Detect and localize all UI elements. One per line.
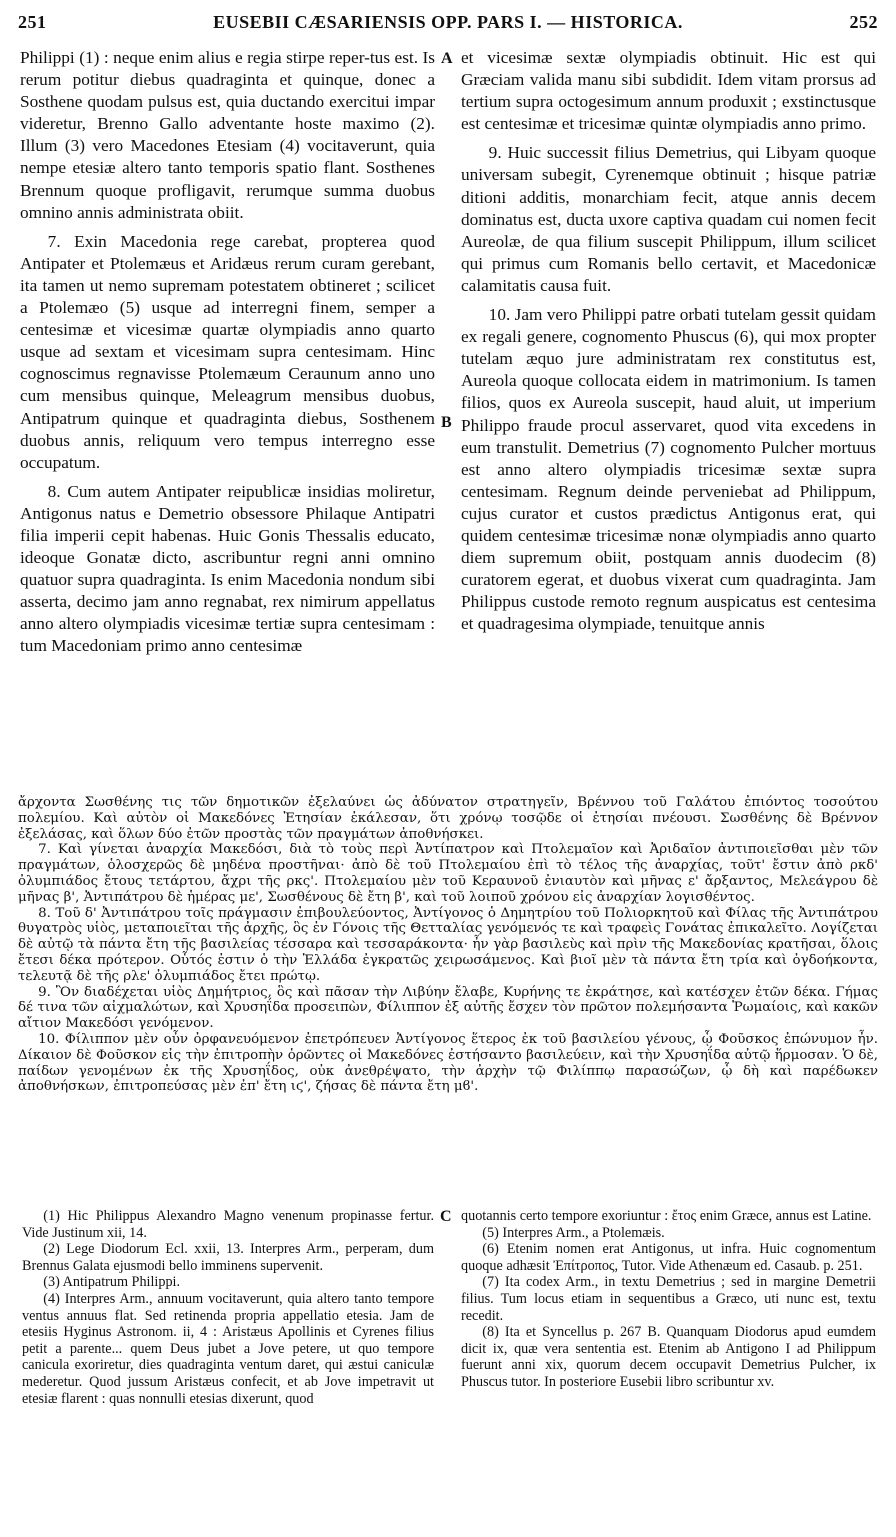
latin-paragraph: 9. Huic successit filius Demetrius, qui Libyam quoque universam subegit, Cyrenemque obtinuit ; hisque patriæ ditioni additis, monarchiam fecit, atque annis decem dominatus est, ducta uxore captiva quadam cui nomen fecit Aureolæ, de qua filium suscepit Philippum, illum scilicet qui primus cum Romanis bello certavit, et Macedonicæ calamitatis causa fuit. — [461, 143, 876, 295]
latin-paragraph: 7. Exin Macedonia rege carebat, propterea quod Antipater et Ptolemæus et Aridæus rerum curam gerebant, ita tamen ut nemo supremam potestatem obtineret ; scilicet a Ptolemæo (5) usque ad interregni finem, semper a centesimæ et vicesimæ quartæ olympiadis anno quarto usque ad sextam et vicesimam supra centesimam. Hinc cognoscimus regnavisse Ptolemæum Ceraunum anno uno cum mensibus quinque, Meleagrum mensibus duobus, Antipatrum quinque et quadraginta diebus, Sosthenem duobus annis, reliquum vero tempus interregno esse occupatum. — [20, 231, 435, 472]
footnote: (1) Hic Philippus Alexandro Magno venenum propinasse fertur. Vide Justinum xii, 14. — [22, 1208, 434, 1241]
latin-paragraph: Philippi (1) : neque enim alius e regia stirpe reper-tus est. Is rerum potitur diebus quadraginta et quinque, donec a Sosthene quodam pulsus est, quia ductando exercitui impar videretur, Brenno Gallo adventante hoste maximo (2). Illum (3) vero Macedones Etesiam (4) vocitaverunt, quia nempe etesiæ altero tanto temporis spatio flant. Sosthenes Brennum quoque profligavit, rerumque summa duobus omnino annis administrata obiit. — [20, 48, 435, 222]
greek-paragraph: 10. Φίλιππον μὲν οὖν ὀρφανευόμενον ἐπετρόπευεν Ἀντίγονος ἕτερος ἐκ τοῦ βασιλείου γένους, ᾧ Φοῦσκος ἐπώνυμον ἦν. Δίκαιον δὲ Φοῦσκον εἰς τὴν ἐπιτροπὴν ὁρῶντες οἱ Μακεδόνες ἐστήσαντο βασιλεύειν, καὶ τὴν Χρυσηΐδα αὐτῷ ἥρμοσαν. Ὁ δὲ, παίδων γενομένων ἐκ τῆς Χρυσηΐδος, οὐκ ἀνεθρέψατο, τὴν ἀρχὴν τῷ Φιλίππῳ παρασώζων, ᾧ δὴ καὶ παρέδωκεν ἀποθνήσκων, ἐπιτροπεύσας μὲν ἐπ' ἔτη ιϛ', ζήσας δὲ πάντα ἔτη μϐ'. — [18, 1031, 878, 1095]
margin-marker-b: B — [441, 414, 452, 431]
footnotes-right — [461, 1208, 876, 1391]
footnote: (4) Interpres Arm., annuum vocitaverunt, quia altero tanto tempore ventus annuus flat. Sed retinenda propria appellatio etesia. Jam de etesiis Hyginus Astronom. ii, 4 : Aristæus Apollinis et Cyrenes filius petit a parente... quem Deus jubet a Jove petere, ut quo tempore canicula exoriretur, dies quadraginta ventum daret, qui æstui caniculæ mederetur. Quod jussum Aristæus confecit, et ab Jove impetravit ut etesiæ flarent : quas nonnulli etesias dixerunt, quod — [22, 1290, 434, 1407]
greek-paragraph: 9. Ὃν διαδέχεται υἱὸς Δημήτριος, ὃς καὶ πᾶσαν τὴν Λιβύην ἔλαβε, Κυρήνης τε ἐκράτησε, καὶ κατέσχεν ἐτῶν δέκα. Γήμας δέ τινα τῶν αἰχμαλώτων, καὶ Χρυσηΐδα προσειπὼν, Φίλιππον ἐξ αὐτῆς ἔσχεν τὸν πρῶτον πολεμήσαντα Ῥωμαίοις, καὶ κακῶν αἴτιον Μακεδόσι γενόμενον. — [18, 984, 878, 1032]
greek-text-block — [18, 795, 878, 1095]
latin-paragraph: 10. Jam vero Philippi patre orbati tutelam gessit quidam ex regali genere, cognomento Phuscus (6), qui mox propter tutelam æquo jure administratam rex constitutus est, Aureola quoque collocata eidem in matrimonium. Is tamen filios, quos ex Aureola suscepit, haud aluit, ut imperium Philippo fraude procul asservaret, quod vita excedens in eum transtulit. Demetrius (7) cognomento Pulcher mortuus est anno altero olympiadis tricesimæ sextæ supra centesimam. Regnum deinde perveniebat ad Philippum, cujus curator et custos prædictus Antigonus erat, qui quidem centesimæ tricesimæ nonæ olympiadis anno quarto diem supremum obiit, postquam annis duodecim (8) curatorem egerat, et duobus vixerat cum quadraginta. Jam Philippus custode remoto regnum auspicatus est centesima et quadragesima olympiade, tenuitque annis — [461, 305, 876, 634]
footnote: (8) Ita et Syncellus p. 267 B. Quanquam Diodorus apud eumdem dicit ix, quæ vera sententia est. Etenim ab Antigono I ad Philippum fuerunt anni xix, quorum decem occupavit Demetrius Pulcher, ix Phuscus tutor. In posteriore Eusebii libro scribuntur xv. — [461, 1324, 876, 1390]
margin-marker-c: C — [440, 1208, 452, 1225]
latin-column-right — [461, 47, 876, 635]
margin-marker-a: A — [441, 50, 453, 67]
greek-paragraph: ἄρχοντα Σωσθένης τις τῶν δημοτικῶν ἐξελαύνει ὡς ἀδύνατον στρατηγεῖν, Βρέννου τοῦ Γαλάτου ἐπιόντος τοσούτου πολεμίου. Καὶ αὐτὸν οἱ Μακεδόνες Ἐτησίαν ἐκάλεσαν, ὅτι χρόνῳ τοσῷδε οἱ ἐτησίαι πνέουσι. Σωσθένης δὲ Βρέννον ἐξελάσας, καὶ ὅλων δύο ἐτῶν προστὰς τῶν πραγμάτων ἀποθνήσκει. — [18, 795, 878, 842]
footnote: (3) Antipatrum Philippi. — [43, 1274, 181, 1291]
footnotes-left — [22, 1208, 434, 1407]
footnote: quotannis certo tempore exoriuntur : ἔτος enim Græce, annus est Latine. — [461, 1208, 872, 1224]
page-header — [18, 12, 878, 40]
latin-column-left — [20, 47, 435, 658]
footnote: (2) Lege Diodorum Ecl. xxii, 13. Interpres Arm., perperam, dum Brennus Galata ejusmodi bello imminens supervenit. — [22, 1241, 434, 1274]
page-number-right: 252 — [849, 12, 878, 32]
greek-paragraph: 7. Καὶ γίνεται ἀναρχία Μακεδόσι, διὰ τὸ τοὺς περὶ Ἀντίπατρον καὶ Πτολεμαῖον καὶ Ἀριδαῖον ἀντιποιεῖσθαι μὲν τῶν πραγμάτων, ὁλοσχερῶς δὲ μηδένα προστῆναι· ἀπὸ δὲ τοῦ Πτολεμαίου ἐπὶ τὸ τέλος τῆς ἀναρχίας, τοῦτ' ἔστιν ἀπὸ ρκδ' ὀλυμπιάδος ἔτους τετάρτου, ἄχρι τῆς ρκς'. Πτολεμαίου μὲν τοῦ Κεραυνοῦ ἐνιαυτὸν καὶ μῆνας ε' ἄρξαντος, Μελεάγρου δὲ μῆνας β', Ἀντιπάτρου δὲ ἡμέρας με', Σωσθένους δὲ ἔτη β', καὶ τοῦ λοιποῦ χρόνου εἰς ἀναρχίαν λογισθέντος. — [18, 842, 878, 905]
page-number-left: 251 — [18, 12, 47, 32]
footnote: (6) Etenim nomen erat Antigonus, ut infra. Huic cognomentum quoque adhæsit Ἐπίτροπος, Tutor. Vide Athenæum ed. Casaub. p. 251. — [461, 1241, 876, 1274]
footnote: (7) Ita codex Arm., in textu Demetrius ; sed in margine Demetrii filius. Tum locus etiam in sequentibus a Græco, uti nunc est, textu recedit. — [461, 1274, 876, 1324]
greek-paragraph: 8. Τοῦ δ' Ἀντιπάτρου τοῖς πράγμασιν ἐπιβουλεύοντος, Ἀντίγονος ὁ Δημητρίου τοῦ Πολιορκητοῦ καὶ Φίλας τῆς Ἀντιπάτρου θυγατρὸς υἱὸς, μεταποιεῖται τῆς ἀρχῆς, ὃς ἐν Γόνοις τῆς Θετταλίας γενόμενός τε καὶ τραφεὶς Γονάτας ἐπικαλεῖτο. Λογίζεται δὲ αὐτῷ τὰ πάντα ἔτη τῆς βασιλείας τέσσαρα καὶ τεσσαράκοντα· ἦν γὰρ βασιλεὺς καὶ πρὶν τῆς Μακεδονίας κρατῆσαι, ὅλοις ἔτεσι δέκα πρότερον. Οὗτός ἐστιν ὁ τὴν Ἑλλάδα ἐγκρατῶς χειρωσάμενος. Καὶ βιοῖ μὲν τὰ πάντα ἔτη τρία καὶ ὀγδοήκοντα, τελευτᾷ δὲ τῆς ρλε' ὀλυμπιάδος ἔτει πρώτῳ. — [18, 905, 878, 984]
running-title: EUSEBII CÆSARIENSIS OPP. PARS I. — HISTORICA. — [213, 12, 683, 32]
footnote: (5) Interpres Arm., a Ptolemæis. — [482, 1224, 665, 1241]
latin-paragraph: et vicesimæ sextæ olympiadis obtinuit. Hic est qui Græciam valida manu sibi subdidit. Idem vitam prorsus ad tertium supra octogesimum annum produxit ; exstinctusque est centesimæ et tricesimæ quintæ olympiadis anno primo. — [461, 48, 876, 134]
latin-paragraph: 8. Cum autem Antipater reipublicæ insidias moliretur, Antigonus natus e Demetrio obsessore Philaque Antipatri filia imperii cepit habenas. Huic Gonis Thessalis educato, ideoque Gonatæ dicto, ascribuntur regni anni omnino quatuor supra quadraginta. Is enim Macedonia nondum sibi asserta, decimo jam anno regnabat, rex nimirum appellatus anno altero olympiadis vicesimæ tertiæ supra centesimam : tum Macedoniam primo anno centesimæ — [20, 481, 435, 656]
